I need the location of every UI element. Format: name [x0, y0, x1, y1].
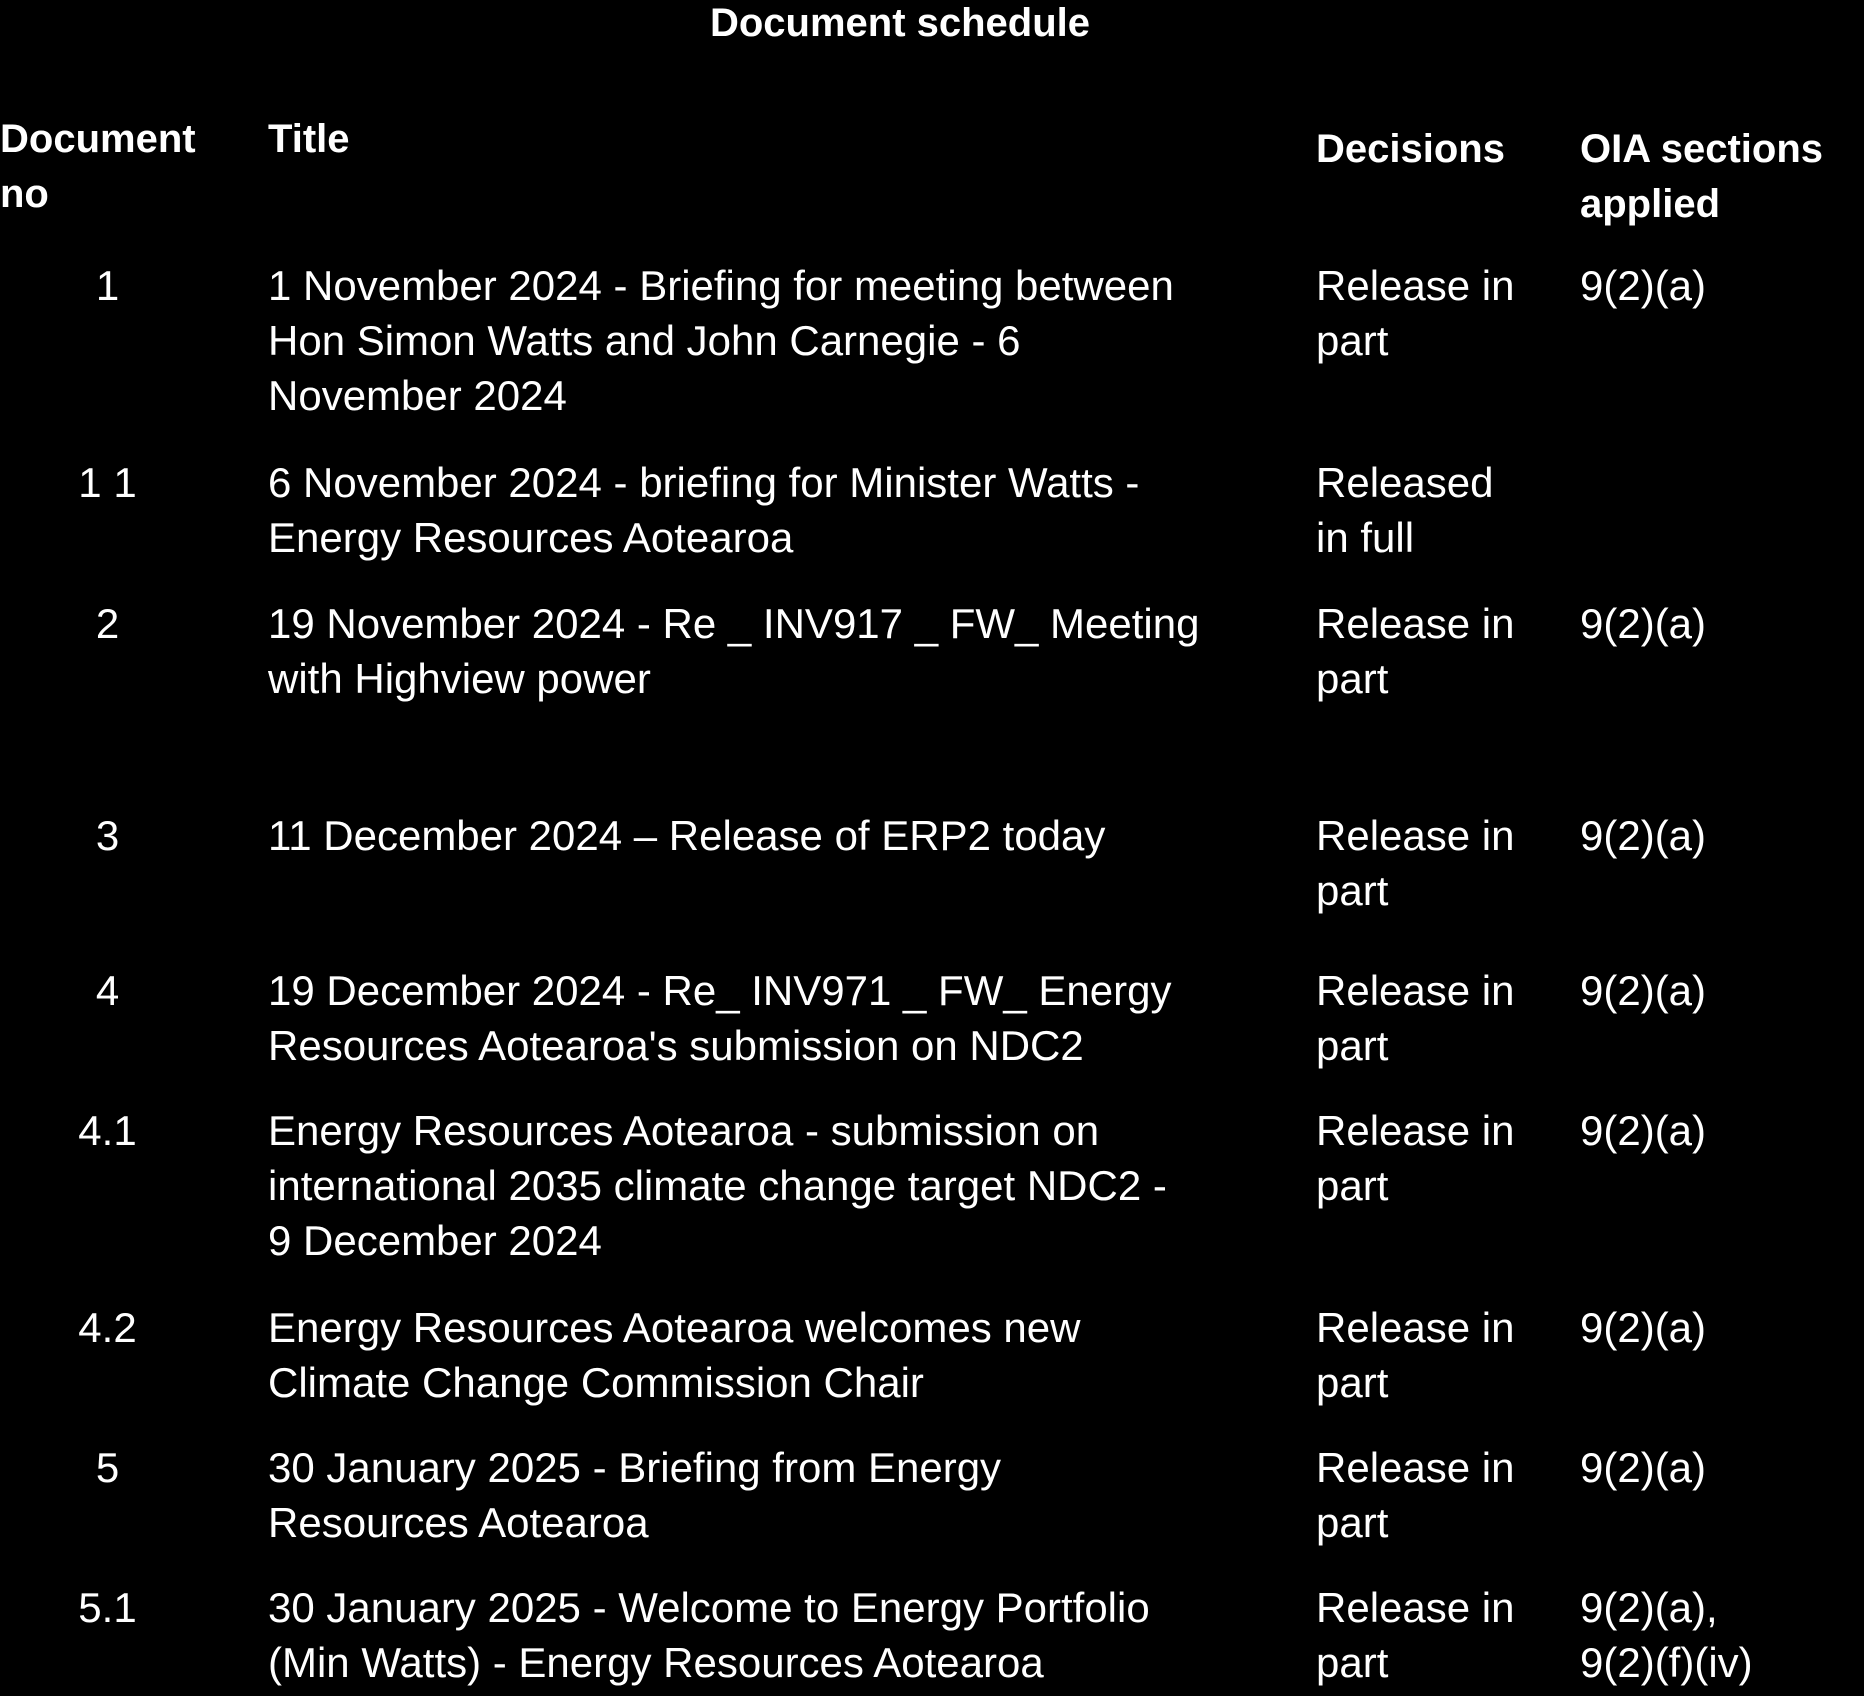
row-oia-sections: 9(2)(a): [1580, 1444, 1707, 1491]
row-document-no: 5: [95, 1444, 120, 1491]
row-oia-sections: 9(2)(a): [1580, 1304, 1707, 1351]
row-title: 6 November 2024 - briefing for Minister Watts - Energy Resources Aotearoa: [268, 459, 1140, 561]
header-document-no: Document no: [0, 117, 196, 216]
row-document-no: 1: [95, 262, 120, 309]
row-title: 30 January 2025 - Briefing from Energy Resources Aotearoa: [268, 1444, 1002, 1546]
row-title: Energy Resources Aotearoa - submission on international 2035 climate change target NDC2 - 9 December 2024: [268, 1107, 1167, 1264]
header-decisions: Decisions: [1316, 127, 1505, 171]
row-title: Energy Resources Aotearoa welcomes new Climate Change Commission Chair: [268, 1304, 1081, 1406]
header-oia-sections: OIA sections applied: [1580, 127, 1824, 226]
row-title: 19 November 2024 - Re _ INV917 _ FW_ Meeting with Highview power: [268, 600, 1200, 702]
row-oia-sections: 9(2)(a): [1580, 1107, 1707, 1154]
row-document-no: 3: [95, 812, 120, 859]
row-decision: Release in part: [1316, 1444, 1515, 1546]
row-decision: Release in part: [1316, 967, 1515, 1069]
row-decision: Release in part: [1316, 1107, 1515, 1209]
row-decision: Release in part: [1316, 1584, 1515, 1686]
row-document-no: 1 1: [78, 459, 137, 506]
row-oia-sections: 9(2)(a): [1580, 812, 1707, 859]
row-decision: Release in part: [1316, 600, 1515, 702]
row-decision: Release in part: [1316, 1304, 1515, 1406]
page-title: Document schedule: [709, 1, 1091, 45]
row-document-no: 4.1: [78, 1107, 137, 1154]
row-oia-sections: 9(2)(a): [1580, 967, 1707, 1014]
row-title: 19 December 2024 - Re_ INV971 _ FW_ Energy Resources Aotearoa's submission on NDC2: [268, 967, 1172, 1069]
row-document-no: 5.1: [78, 1584, 137, 1631]
header-title: Title: [268, 117, 350, 161]
row-document-no: 4.2: [78, 1304, 137, 1351]
row-oia-sections: 9(2)(a): [1580, 600, 1707, 647]
row-title: 11 December 2024 – Release of ERP2 today: [268, 812, 1106, 859]
row-decision: Release in part: [1316, 812, 1515, 914]
row-decision: Release in part: [1316, 262, 1515, 364]
row-oia-sections: 9(2)(a): [1580, 262, 1707, 309]
row-decision: Released in full: [1316, 459, 1494, 561]
row-title: 1 November 2024 - Briefing for meeting between Hon Simon Watts and John Carnegie - 6 November 2024: [268, 262, 1174, 419]
row-document-no: 4: [95, 967, 120, 1014]
row-document-no: 2: [95, 600, 120, 647]
row-title: 30 January 2025 - Welcome to Energy Portfolio (Min Watts) - Energy Resources Aotearoa: [268, 1584, 1150, 1686]
row-oia-sections: 9(2)(a), 9(2)(f)(iv): [1580, 1584, 1753, 1686]
